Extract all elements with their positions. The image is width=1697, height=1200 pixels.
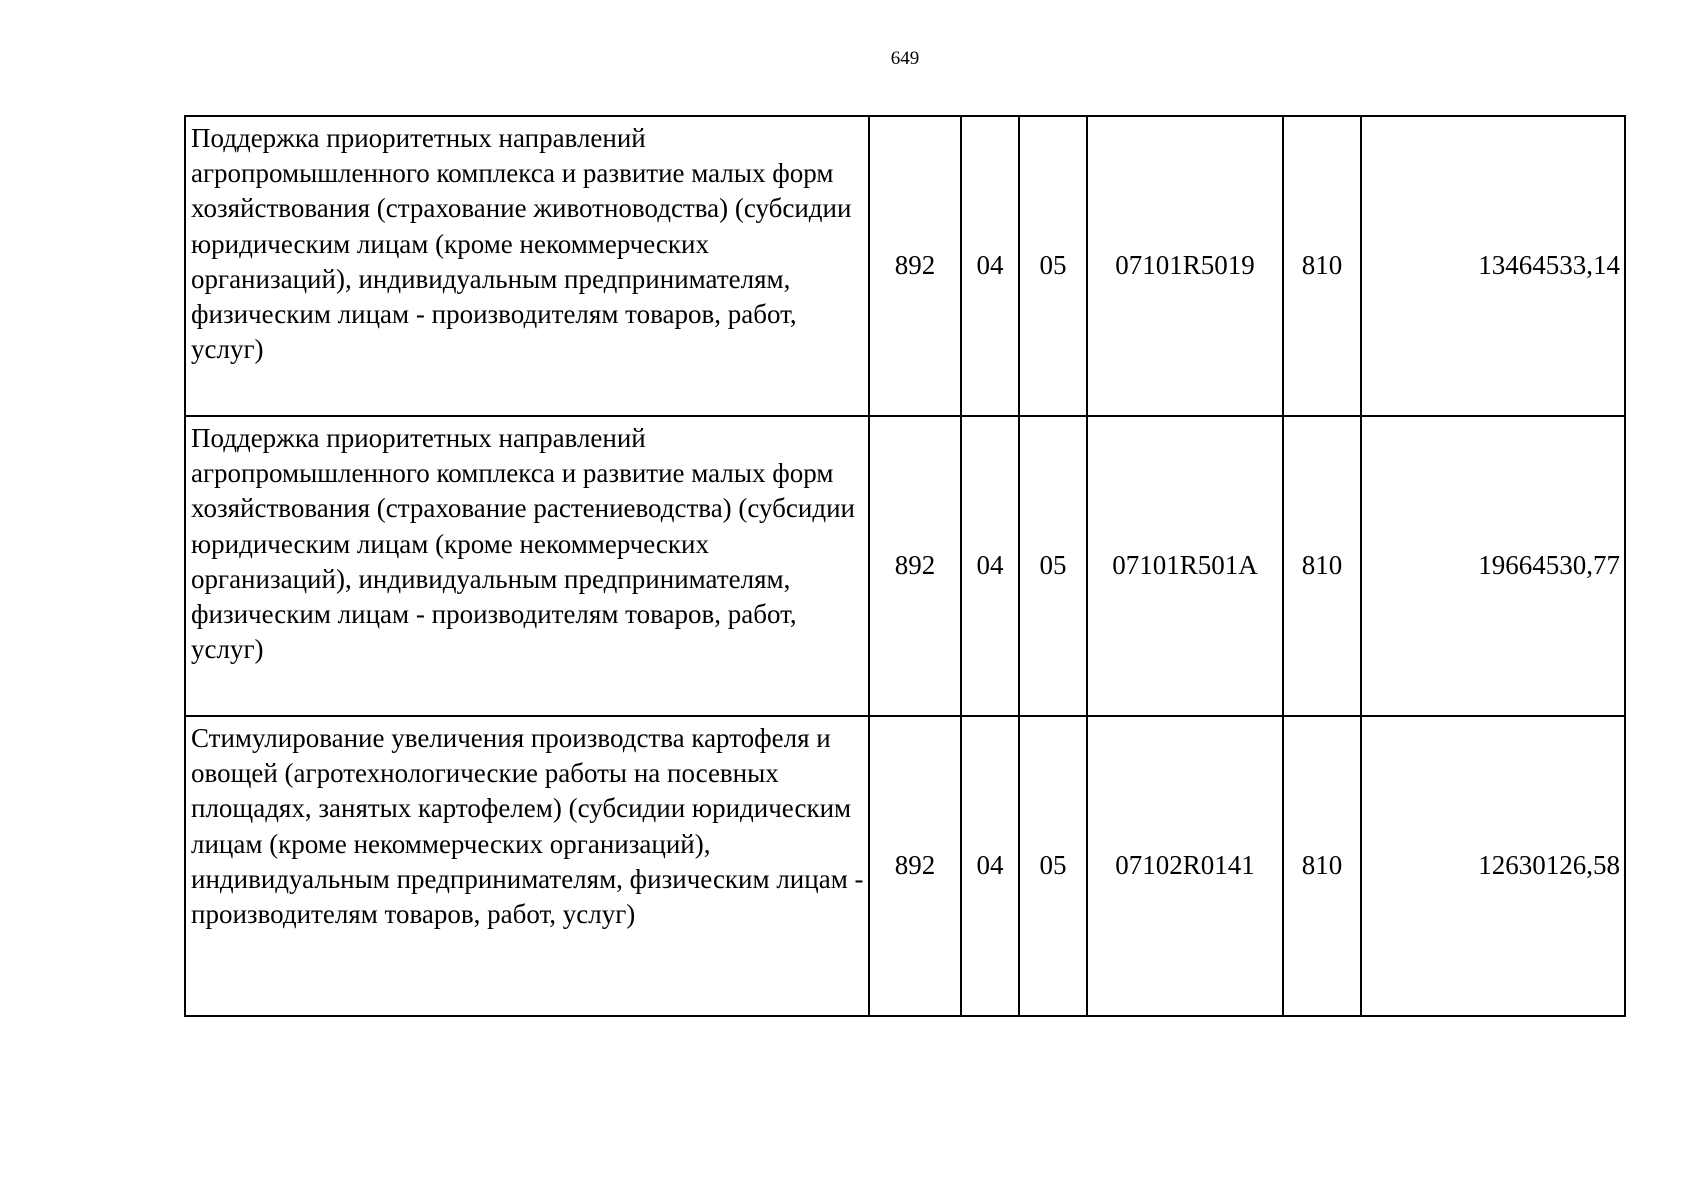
ministry-code: 892 (869, 716, 961, 1016)
table-row (185, 716, 1625, 1016)
subsection-code: 05 (1019, 416, 1087, 716)
amount: 12630126,58 (1361, 716, 1625, 1016)
budget-table (184, 115, 1626, 1017)
row-description: Поддержка приоритетных направлений агропромышленного комплекса и развитие малых форм хозяйствования (страхование растениеводства) (субсидии юридическим лицам (кроме некоммерческих организаций), индивидуальным предпринимателям, физическим лицам - производителям товаров, работ, услуг) (185, 416, 869, 716)
subsection-code: 05 (1019, 116, 1087, 416)
page-number: 649 (890, 48, 920, 69)
target-article-code: 07102R0141 (1087, 716, 1283, 1016)
amount: 19664530,77 (1361, 416, 1625, 716)
expense-type-code: 810 (1283, 116, 1361, 416)
ministry-code: 892 (869, 416, 961, 716)
expense-type-code: 810 (1283, 416, 1361, 716)
ministry-code: 892 (869, 116, 961, 416)
target-article-code: 07101R5019 (1087, 116, 1283, 416)
subsection-code: 05 (1019, 716, 1087, 1016)
section-code: 04 (961, 416, 1019, 716)
table-row (185, 416, 1625, 716)
row-description: Стимулирование увеличения производства картофеля и овощей (агротехнологические работы на посевных площадях, занятых картофелем) (субсидии юридическим лицам (кроме некоммерческих организаций), индивидуальным предпринимателям, физическим лицам - производителям товаров, работ, услуг) (185, 716, 869, 1016)
section-code: 04 (961, 716, 1019, 1016)
section-code: 04 (961, 116, 1019, 416)
expense-type-code: 810 (1283, 716, 1361, 1016)
row-description: Поддержка приоритетных направлений агропромышленного комплекса и развитие малых форм хозяйствования (страхование животноводства) (субсидии юридическим лицам (кроме некоммерческих организаций), индивидуальным предпринимателям, физическим лицам - производителям товаров, работ, услуг) (185, 116, 869, 416)
target-article-code: 07101R501A (1087, 416, 1283, 716)
table-row (185, 116, 1625, 416)
amount: 13464533,14 (1361, 116, 1625, 416)
